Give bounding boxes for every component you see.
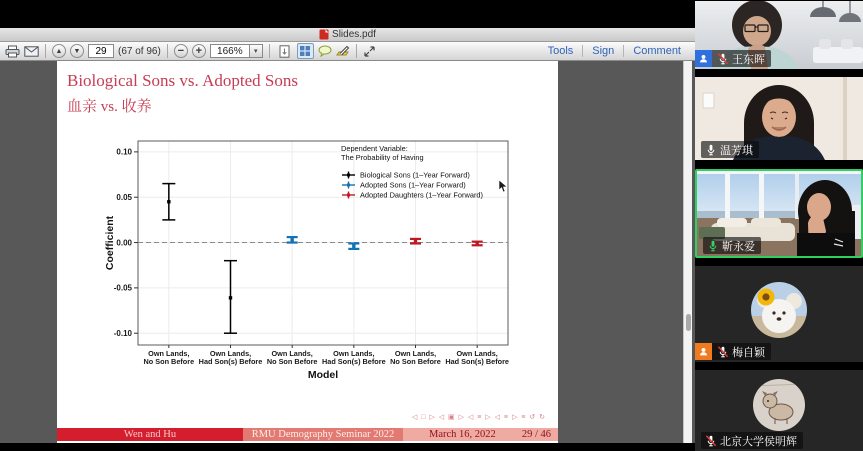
speech-bubble-icon <box>318 45 332 57</box>
svg-text:0.00: 0.00 <box>116 238 132 248</box>
svg-text:Coefficient: Coefficient <box>104 215 116 271</box>
participant-name-badge <box>695 50 771 67</box>
participant-name: 靳永爱 <box>722 240 755 253</box>
participant-name-badge <box>701 432 803 449</box>
participant-name: 王东晖 <box>732 53 765 66</box>
pdf-file-icon <box>319 29 329 40</box>
svg-text:Own Lands,Had Son(s) Before: Own Lands, Had Son(s) Before <box>322 349 386 367</box>
slide-title-english: Biological Sons vs. Adopted Sons <box>67 71 298 90</box>
page-number-input[interactable] <box>88 44 114 58</box>
mic-muted-icon <box>717 346 729 358</box>
mic-muted-icon <box>717 53 729 65</box>
page-count-label: (67 of 96) <box>118 45 161 57</box>
slide-page <box>57 61 558 443</box>
participant-tile[interactable] <box>695 370 863 451</box>
page-grid-icon <box>299 45 311 57</box>
svg-text:Own Lands,Had Son(s) Before: Own Lands, Had Son(s) Before <box>445 349 509 367</box>
zoom-in-button[interactable]: + <box>192 44 206 58</box>
previous-page-button[interactable]: ▲ <box>52 44 66 58</box>
svg-text:Adopted Sons (1–Year Forward): Adopted Sons (1–Year Forward) <box>360 180 466 190</box>
add-comment-button[interactable] <box>318 43 332 59</box>
toolbar-right-links <box>539 45 690 57</box>
print-button[interactable] <box>5 43 20 59</box>
tools-link[interactable]: Tools <box>547 45 574 57</box>
expand-arrows-icon <box>363 45 376 58</box>
zoom-level-control[interactable] <box>210 44 263 58</box>
mic-speaking-icon <box>707 240 719 252</box>
beamer-navigation-symbols: ◁ □ ▷ ◁ ▣ ▷ ◁ ≡ ▷ ◁ ≡ ▷ ≡ ↺ ↻ <box>411 414 546 421</box>
printer-icon <box>5 45 20 58</box>
pdf-content-area[interactable] <box>0 61 695 443</box>
svg-text:Dependent Variable:: Dependent Variable: <box>341 144 408 153</box>
zoom-out-button[interactable]: − <box>174 44 188 58</box>
page-scroll-icon <box>279 45 290 58</box>
email-button[interactable] <box>24 43 39 59</box>
svg-text:The Probability of Having: The Probability of Having <box>341 153 424 162</box>
participant-name-badge <box>695 343 771 360</box>
footer-date: March 16, 2022 <box>429 429 496 440</box>
footer-authors: Wen and Hu <box>57 428 243 441</box>
svg-text:Adopted Daughters (1–Year Forw: Adopted Daughters (1–Year Forward) <box>360 190 483 200</box>
fullscreen-button[interactable] <box>363 43 376 59</box>
participant-tile[interactable] <box>695 1 863 69</box>
toolbar-separator <box>269 44 270 58</box>
participant-name: 梅自颖 <box>732 346 765 359</box>
participant-tile[interactable] <box>695 266 863 362</box>
toolbar-separator <box>167 44 168 58</box>
comment-link[interactable]: Comment <box>633 45 681 57</box>
svg-text:Own Lands,No Son Before: Own Lands, No Son Before <box>266 349 318 367</box>
sign-stamp-button[interactable] <box>336 43 350 59</box>
attendee-role-icon <box>695 50 712 67</box>
vertical-scrollbar[interactable] <box>683 61 692 443</box>
pdf-toolbar <box>0 42 695 61</box>
meeting-participants-sidebar <box>695 0 863 451</box>
participant-name-badge <box>701 141 759 158</box>
svg-text:Own Lands,No Son Before: Own Lands, No Son Before <box>390 349 441 367</box>
coefficient-chart <box>103 138 525 396</box>
svg-text:Model: Model <box>307 369 339 381</box>
envelope-icon <box>24 46 39 57</box>
svg-text:Own Lands,No Son Before: Own Lands, No Son Before <box>143 349 195 367</box>
participant-name-badge <box>703 237 761 254</box>
scroll-mode-button[interactable] <box>276 43 293 59</box>
mic-icon <box>705 144 717 156</box>
footer-page-number: 29 / 46 <box>521 429 551 440</box>
signature-pen-icon <box>336 45 350 57</box>
participant-tile[interactable] <box>695 77 863 160</box>
svg-text:0.05: 0.05 <box>116 193 132 203</box>
remote-cursor-icon <box>498 180 508 193</box>
slide-title-chinese: 血亲 vs. 收养 <box>67 99 152 115</box>
footer-venue: RMU Demography Seminar 2022 <box>243 428 403 441</box>
window-titlebar[interactable] <box>0 28 695 42</box>
participant-tile-active-speaker[interactable] <box>695 169 863 258</box>
next-page-button[interactable]: ▼ <box>70 44 84 58</box>
participant-name: 北京大学侯明辉 <box>720 435 797 448</box>
zoom-level-value[interactable]: 166% <box>210 44 250 58</box>
scrollbar-thumb[interactable] <box>686 314 691 331</box>
participant-name: 温芳琪 <box>720 144 753 157</box>
window-title: Slides.pdf <box>332 29 376 40</box>
page-view-button[interactable] <box>297 43 314 59</box>
svg-text:-0.10: -0.10 <box>113 329 132 339</box>
svg-text:-0.05: -0.05 <box>113 283 132 293</box>
slide-footer <box>57 428 558 441</box>
attendee-role-icon <box>695 343 712 360</box>
toolbar-separator <box>356 44 357 58</box>
svg-text:Own Lands,Had Son(s) Before: Own Lands, Had Son(s) Before <box>198 349 263 367</box>
toolbar-separator <box>45 44 46 58</box>
svg-text:Biological Sons (1–Year Forwar: Biological Sons (1–Year Forward) <box>360 170 470 180</box>
footer-date-block <box>403 428 558 441</box>
zoom-dropdown-button[interactable]: ▾ <box>250 44 263 58</box>
sign-link[interactable]: Sign <box>592 45 615 57</box>
svg-text:0.10: 0.10 <box>116 147 132 157</box>
mic-muted-icon <box>705 435 717 447</box>
